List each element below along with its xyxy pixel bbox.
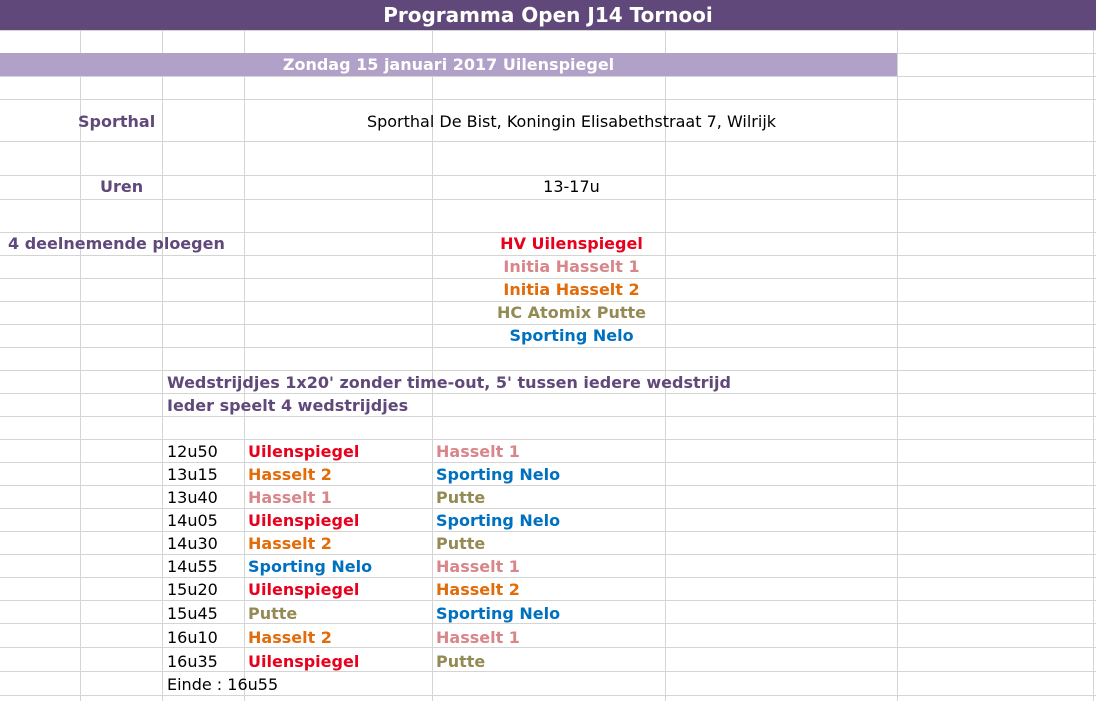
match-time: 13u15: [167, 465, 218, 484]
grid-row-line: [0, 301, 1096, 302]
grid-col-line: [244, 30, 245, 701]
match-time: 15u45: [167, 604, 218, 623]
grid-row-line: [0, 647, 1096, 648]
grid-row-line: [0, 141, 1096, 142]
match-home-team: Uilenspiegel: [248, 652, 360, 671]
grid-row-line: [0, 232, 1096, 233]
match-time: 14u30: [167, 534, 218, 553]
match-home-team: Uilenspiegel: [248, 511, 360, 530]
match-home-team: Sporting Nelo: [248, 557, 373, 576]
match-away-team: Putte: [436, 488, 486, 507]
match-home-team: Hasselt 2: [248, 534, 332, 553]
team-uilenspiegel: HV Uilenspiegel: [500, 234, 643, 253]
grid-row-line: [0, 76, 1096, 77]
grid-row-line: [0, 600, 1096, 601]
match-away-team: Hasselt 1: [436, 557, 520, 576]
hours-label: Uren: [100, 177, 144, 196]
match-home-team: Hasselt 1: [248, 488, 332, 507]
match-time: 12u50: [167, 442, 218, 461]
team-hasselt2: Initia Hasselt 2: [503, 280, 640, 299]
grid-row-line: [0, 462, 1096, 463]
grid-row-line: [0, 485, 1096, 486]
teams-label: 4 deelnemende ploegen: [8, 234, 225, 253]
match-away-team: Sporting Nelo: [436, 511, 561, 530]
grid-row-line: [0, 324, 1096, 325]
match-away-team: Putte: [436, 652, 486, 671]
rules-line-1: Wedstrijdjes 1x20' zonder time-out, 5' tussen iedere wedstrijd: [167, 373, 731, 392]
venue-value: Sporthal De Bist, Koningin Elisabethstraat 7, Wilrijk: [366, 112, 777, 131]
grid-row-line: [0, 99, 1096, 100]
grid-row-line: [0, 508, 1096, 509]
grid-row-line: [0, 577, 1096, 578]
match-away-team: Sporting Nelo: [436, 604, 561, 623]
match-home-team: Hasselt 2: [248, 628, 332, 647]
grid-row-line: [0, 623, 1096, 624]
grid-row-line: [0, 416, 1096, 417]
hours-value: 13-17u: [543, 177, 600, 196]
match-time: 14u55: [167, 557, 218, 576]
grid-row-line: [0, 671, 1096, 672]
match-away-team: Hasselt 1: [436, 628, 520, 647]
match-time: 15u20: [167, 580, 218, 599]
grid-row-line: [0, 30, 1096, 31]
rules-line-2: Ieder speelt 4 wedstrijdjes: [167, 396, 409, 415]
match-away-team: Sporting Nelo: [436, 465, 561, 484]
match-time: 16u10: [167, 628, 218, 647]
match-home-team: Hasselt 2: [248, 465, 332, 484]
grid-row-line: [0, 175, 1096, 176]
match-home-team: Uilenspiegel: [248, 442, 360, 461]
match-time: 14u05: [167, 511, 218, 530]
grid-row-line: [0, 370, 1096, 371]
grid-row-line: [0, 278, 1096, 279]
team-hasselt1: Initia Hasselt 1: [503, 257, 640, 276]
grid-row-line: [0, 695, 1096, 696]
grid-row-line: [0, 439, 1096, 440]
page-title: Programma Open J14 Tornooi: [383, 3, 713, 27]
team-putte: HC Atomix Putte: [496, 303, 647, 322]
grid-row-line: [0, 347, 1096, 348]
grid-row-line: [0, 199, 1096, 200]
match-time: 16u35: [167, 652, 218, 671]
grid-row-line: [0, 393, 1096, 394]
grid-col-line: [162, 30, 163, 701]
match-home-team: Uilenspiegel: [248, 580, 360, 599]
match-away-team: Hasselt 1: [436, 442, 520, 461]
grid-col-line: [897, 30, 898, 701]
grid-col-line: [1093, 30, 1094, 701]
match-away-team: Putte: [436, 534, 486, 553]
match-away-team: Hasselt 2: [436, 580, 520, 599]
match-home-team: Putte: [248, 604, 298, 623]
grid-row-line: [0, 531, 1096, 532]
match-time: 13u40: [167, 488, 218, 507]
grid-row-line: [0, 554, 1096, 555]
venue-label: Sporthal: [78, 112, 156, 131]
end-time: Einde : 16u55: [167, 675, 279, 694]
team-nelo: Sporting Nelo: [509, 326, 634, 345]
grid-row-line: [0, 255, 1096, 256]
date-line: Zondag 15 januari 2017 Uilenspiegel: [282, 55, 615, 74]
